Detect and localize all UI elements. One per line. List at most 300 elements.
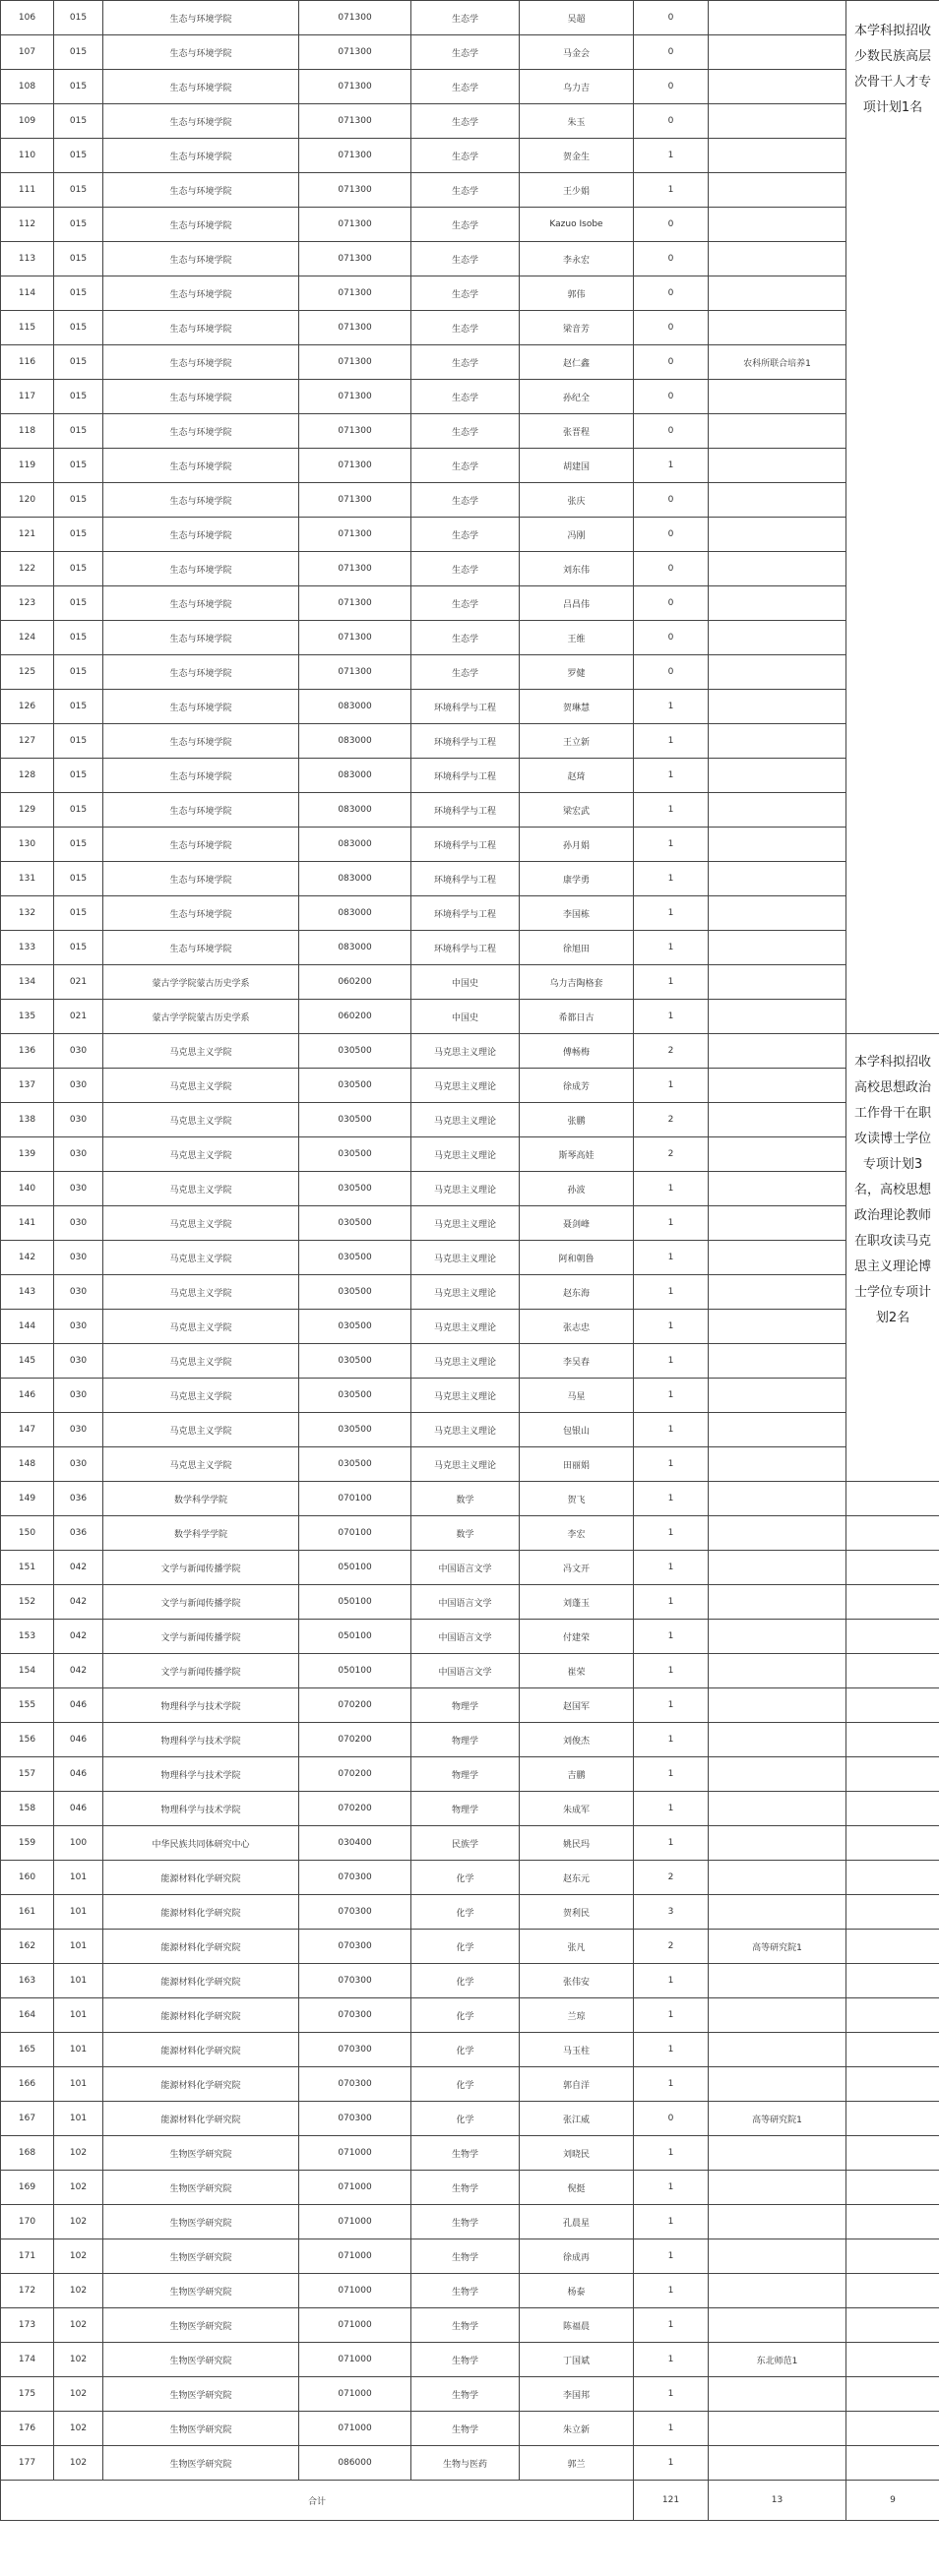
row-number: 135 <box>1 1000 54 1034</box>
college-name: 能源材料化学研究院 <box>103 2102 299 2136</box>
row-number: 129 <box>1 793 54 828</box>
college-name: 马克思主义学院 <box>103 1379 299 1413</box>
quota-count: 1 <box>634 1447 709 1482</box>
remark <box>709 2446 846 2481</box>
table-row <box>1 380 939 414</box>
college-code: 046 <box>54 1757 103 1792</box>
major-code: 030500 <box>299 1069 411 1103</box>
college-name: 能源材料化学研究院 <box>103 1895 299 1930</box>
college-code: 015 <box>54 173 103 208</box>
college-code: 015 <box>54 793 103 828</box>
supervisor-name: 孙月娟 <box>520 828 634 862</box>
row-number: 148 <box>1 1447 54 1482</box>
major-code: 050100 <box>299 1551 411 1585</box>
supervisor-name: 乌力吉 <box>520 70 634 104</box>
major-code: 070300 <box>299 1861 411 1895</box>
quota-count: 1 <box>634 759 709 793</box>
major-code: 071300 <box>299 414 411 449</box>
college-code: 102 <box>54 2412 103 2446</box>
major-name: 马克思主义理论 <box>411 1275 520 1310</box>
major-code: 071000 <box>299 2136 411 2171</box>
remark <box>709 828 846 862</box>
major-code: 086000 <box>299 2446 411 2481</box>
major-name: 化学 <box>411 2067 520 2102</box>
college-name: 文学与新闻传播学院 <box>103 1585 299 1620</box>
note-empty <box>846 2412 939 2446</box>
major-code: 070200 <box>299 1688 411 1723</box>
major-code: 083000 <box>299 759 411 793</box>
table-row <box>1 1447 939 1482</box>
college-code: 102 <box>54 2377 103 2412</box>
note-empty <box>846 1895 939 1930</box>
remark <box>709 1447 846 1482</box>
college-code: 102 <box>54 2308 103 2343</box>
major-name: 物理学 <box>411 1688 520 1723</box>
quota-count: 1 <box>634 965 709 1000</box>
supervisor-name: 梁音芳 <box>520 311 634 345</box>
college-name: 能源材料化学研究院 <box>103 2033 299 2067</box>
major-code: 071300 <box>299 242 411 276</box>
major-name: 生态学 <box>411 70 520 104</box>
row-number: 154 <box>1 1654 54 1688</box>
college-code: 101 <box>54 1930 103 1964</box>
college-name: 能源材料化学研究院 <box>103 1964 299 1998</box>
college-code: 015 <box>54 1 103 35</box>
major-name: 生态学 <box>411 345 520 380</box>
major-name: 环境科学与工程 <box>411 896 520 931</box>
quota-count: 1 <box>634 173 709 208</box>
college-name: 马克思主义学院 <box>103 1206 299 1241</box>
college-name: 生态与环境学院 <box>103 518 299 552</box>
remark <box>709 1206 846 1241</box>
row-number: 158 <box>1 1792 54 1826</box>
major-code: 071300 <box>299 139 411 173</box>
college-name: 生态与环境学院 <box>103 931 299 965</box>
supervisor-name: 冯刚 <box>520 518 634 552</box>
remark <box>709 414 846 449</box>
college-code: 015 <box>54 70 103 104</box>
college-name: 生态与环境学院 <box>103 586 299 621</box>
major-name: 环境科学与工程 <box>411 724 520 759</box>
college-name: 马克思主义学院 <box>103 1310 299 1344</box>
college-name: 生物医学研究院 <box>103 2308 299 2343</box>
college-code: 015 <box>54 242 103 276</box>
row-number: 177 <box>1 2446 54 2481</box>
remark <box>709 242 846 276</box>
college-code: 030 <box>54 1172 103 1206</box>
major-name: 化学 <box>411 1964 520 1998</box>
supervisor-name: 梁宏武 <box>520 793 634 828</box>
quota-count: 0 <box>634 208 709 242</box>
supervisor-name: 斯琴高娃 <box>520 1137 634 1172</box>
major-name: 生态学 <box>411 35 520 70</box>
row-number: 167 <box>1 2102 54 2136</box>
row-number: 139 <box>1 1137 54 1172</box>
row-number: 162 <box>1 1930 54 1964</box>
remark <box>709 483 846 518</box>
table-row <box>1 208 939 242</box>
college-code: 015 <box>54 35 103 70</box>
row-number: 151 <box>1 1551 54 1585</box>
major-code: 070300 <box>299 1998 411 2033</box>
major-name: 生态学 <box>411 621 520 655</box>
major-code: 030500 <box>299 1310 411 1344</box>
college-code: 015 <box>54 690 103 724</box>
college-code: 101 <box>54 2033 103 2067</box>
remark <box>709 1895 846 1930</box>
college-name: 生态与环境学院 <box>103 173 299 208</box>
major-name: 生态学 <box>411 655 520 690</box>
quota-count: 1 <box>634 2308 709 2343</box>
college-name: 物理科学与技术学院 <box>103 1688 299 1723</box>
major-name: 生态学 <box>411 208 520 242</box>
table-row <box>1 104 939 139</box>
college-code: 101 <box>54 2067 103 2102</box>
major-code: 083000 <box>299 862 411 896</box>
table-row <box>1 1137 939 1172</box>
row-number: 116 <box>1 345 54 380</box>
note-empty <box>846 1723 939 1757</box>
major-code: 071000 <box>299 2274 411 2308</box>
remark <box>709 2412 846 2446</box>
quota-count: 1 <box>634 2067 709 2102</box>
supervisor-name: 吕昌伟 <box>520 586 634 621</box>
remark <box>709 1998 846 2033</box>
major-name: 生态学 <box>411 242 520 276</box>
college-name: 马克思主义学院 <box>103 1447 299 1482</box>
row-number: 127 <box>1 724 54 759</box>
college-name: 生态与环境学院 <box>103 380 299 414</box>
college-code: 015 <box>54 276 103 311</box>
row-number: 109 <box>1 104 54 139</box>
college-code: 042 <box>54 1620 103 1654</box>
major-name: 生物学 <box>411 2205 520 2239</box>
row-number: 112 <box>1 208 54 242</box>
quota-count: 1 <box>634 1998 709 2033</box>
major-code: 050100 <box>299 1585 411 1620</box>
total-label: 合计 <box>1 2481 634 2521</box>
remark <box>709 2136 846 2171</box>
quota-count: 1 <box>634 1000 709 1034</box>
college-code: 015 <box>54 759 103 793</box>
table-row <box>1 414 939 449</box>
quota-count: 1 <box>634 1172 709 1206</box>
row-number: 150 <box>1 1516 54 1551</box>
college-code: 015 <box>54 414 103 449</box>
remark <box>709 759 846 793</box>
total-note: 9 <box>846 2481 939 2521</box>
table-row <box>1 1482 939 1516</box>
table-row <box>1 242 939 276</box>
table-row <box>1 1895 939 1930</box>
major-name: 环境科学与工程 <box>411 862 520 896</box>
college-code: 046 <box>54 1723 103 1757</box>
college-name: 生态与环境学院 <box>103 276 299 311</box>
table-row <box>1 1757 939 1792</box>
major-code: 070300 <box>299 1895 411 1930</box>
row-number: 123 <box>1 586 54 621</box>
major-code: 050100 <box>299 1654 411 1688</box>
table-row <box>1 2136 939 2171</box>
college-name: 马克思主义学院 <box>103 1172 299 1206</box>
major-code: 030500 <box>299 1172 411 1206</box>
table-row <box>1 1000 939 1034</box>
major-code: 070300 <box>299 1964 411 1998</box>
quota-count: 1 <box>634 449 709 483</box>
note-empty <box>846 1482 939 1516</box>
remark <box>709 70 846 104</box>
table-row <box>1 2067 939 2102</box>
college-code: 015 <box>54 380 103 414</box>
table-row <box>1 1620 939 1654</box>
college-code: 101 <box>54 1964 103 1998</box>
college-name: 生态与环境学院 <box>103 724 299 759</box>
quota-count: 0 <box>634 276 709 311</box>
note-empty <box>846 2102 939 2136</box>
quota-count: 1 <box>634 1206 709 1241</box>
supervisor-name: 倪挺 <box>520 2171 634 2205</box>
major-name: 生物学 <box>411 2136 520 2171</box>
table-row <box>1 2171 939 2205</box>
supervisor-name: 马玉柱 <box>520 2033 634 2067</box>
table-row <box>1 1344 939 1379</box>
major-name: 数学 <box>411 1482 520 1516</box>
remark: 高等研究院1 <box>709 2102 846 2136</box>
supervisor-name: 胡建国 <box>520 449 634 483</box>
table-row <box>1 1964 939 1998</box>
row-number: 108 <box>1 70 54 104</box>
remark <box>709 1757 846 1792</box>
remark <box>709 1585 846 1620</box>
note-empty <box>846 2067 939 2102</box>
table-row <box>1 586 939 621</box>
college-code: 102 <box>54 2239 103 2274</box>
college-code: 015 <box>54 104 103 139</box>
remark <box>709 1344 846 1379</box>
major-name: 数学 <box>411 1516 520 1551</box>
college-name: 生态与环境学院 <box>103 139 299 173</box>
quota-count: 1 <box>634 1792 709 1826</box>
remark <box>709 586 846 621</box>
major-name: 生态学 <box>411 449 520 483</box>
major-name: 物理学 <box>411 1792 520 1826</box>
major-name: 生态学 <box>411 139 520 173</box>
row-number: 130 <box>1 828 54 862</box>
major-code: 071300 <box>299 449 411 483</box>
major-name: 中国语言文学 <box>411 1551 520 1585</box>
table-row <box>1 1826 939 1861</box>
college-name: 能源材料化学研究院 <box>103 1861 299 1895</box>
supervisor-name: 张伟安 <box>520 1964 634 1998</box>
table-body <box>1 1 939 2481</box>
major-name: 中国史 <box>411 965 520 1000</box>
college-code: 015 <box>54 139 103 173</box>
row-number: 121 <box>1 518 54 552</box>
table-row <box>1 2205 939 2239</box>
remark <box>709 1275 846 1310</box>
major-code: 030500 <box>299 1413 411 1447</box>
quota-count: 1 <box>634 2205 709 2239</box>
major-name: 中国语言文学 <box>411 1654 520 1688</box>
college-code: 021 <box>54 1000 103 1034</box>
college-code: 102 <box>54 2343 103 2377</box>
college-name: 马克思主义学院 <box>103 1275 299 1310</box>
major-name: 马克思主义理论 <box>411 1103 520 1137</box>
college-name: 生态与环境学院 <box>103 552 299 586</box>
table-row <box>1 896 939 931</box>
table-row <box>1 518 939 552</box>
quota-count: 1 <box>634 793 709 828</box>
row-number: 153 <box>1 1620 54 1654</box>
quota-count: 1 <box>634 1585 709 1620</box>
college-name: 生态与环境学院 <box>103 242 299 276</box>
major-code: 071300 <box>299 518 411 552</box>
quota-count: 1 <box>634 2343 709 2377</box>
row-number: 113 <box>1 242 54 276</box>
table-row <box>1 1551 939 1585</box>
supervisor-name: Kazuo Isobe <box>520 208 634 242</box>
table-row <box>1 1930 939 1964</box>
quota-count: 0 <box>634 414 709 449</box>
college-code: 015 <box>54 862 103 896</box>
supervisor-name: 孙纪全 <box>520 380 634 414</box>
supervisor-name: 罗健 <box>520 655 634 690</box>
supervisor-name: 刘晓民 <box>520 2136 634 2171</box>
row-number: 111 <box>1 173 54 208</box>
supervisor-name: 贺飞 <box>520 1482 634 1516</box>
college-code: 036 <box>54 1516 103 1551</box>
quota-count: 0 <box>634 586 709 621</box>
major-code: 071300 <box>299 621 411 655</box>
major-code: 071000 <box>299 2239 411 2274</box>
college-name: 生态与环境学院 <box>103 483 299 518</box>
table-row <box>1 2308 939 2343</box>
table-row <box>1 1413 939 1447</box>
college-name: 生态与环境学院 <box>103 759 299 793</box>
college-name: 马克思主义学院 <box>103 1034 299 1069</box>
major-code: 071300 <box>299 173 411 208</box>
supervisor-name: 张志忠 <box>520 1310 634 1344</box>
table-row <box>1 2274 939 2308</box>
college-code: 030 <box>54 1379 103 1413</box>
college-code: 015 <box>54 483 103 518</box>
quota-count: 1 <box>634 1654 709 1688</box>
major-name: 生物与医药 <box>411 2446 520 2481</box>
quota-count: 1 <box>634 1516 709 1551</box>
row-number: 169 <box>1 2171 54 2205</box>
college-name: 能源材料化学研究院 <box>103 2067 299 2102</box>
row-number: 172 <box>1 2274 54 2308</box>
major-name: 生态学 <box>411 483 520 518</box>
major-name: 生物学 <box>411 2308 520 2343</box>
remark <box>709 793 846 828</box>
major-code: 071300 <box>299 345 411 380</box>
quota-count: 0 <box>634 311 709 345</box>
college-name: 数学科学学院 <box>103 1516 299 1551</box>
major-code: 071300 <box>299 311 411 345</box>
table-row <box>1 1688 939 1723</box>
remark <box>709 173 846 208</box>
major-code: 030500 <box>299 1447 411 1482</box>
row-number: 156 <box>1 1723 54 1757</box>
supervisor-name: 赵仁鑫 <box>520 345 634 380</box>
major-code: 050100 <box>299 1620 411 1654</box>
quota-count: 1 <box>634 1688 709 1723</box>
row-number: 136 <box>1 1034 54 1069</box>
table-row <box>1 965 939 1000</box>
college-code: 042 <box>54 1585 103 1620</box>
note-empty <box>846 1516 939 1551</box>
table-row <box>1 2412 939 2446</box>
college-name: 生态与环境学院 <box>103 793 299 828</box>
quota-count: 1 <box>634 1379 709 1413</box>
remark <box>709 1 846 35</box>
table-row <box>1 2446 939 2481</box>
supervisor-name: 王维 <box>520 621 634 655</box>
college-code: 015 <box>54 208 103 242</box>
quota-count: 0 <box>634 518 709 552</box>
college-name: 中华民族共同体研究中心 <box>103 1826 299 1861</box>
remark <box>709 1413 846 1447</box>
remark <box>709 2171 846 2205</box>
row-number: 114 <box>1 276 54 311</box>
quota-count: 1 <box>634 828 709 862</box>
supervisor-name: 傅畅梅 <box>520 1034 634 1069</box>
quota-count: 1 <box>634 1482 709 1516</box>
college-code: 042 <box>54 1654 103 1688</box>
remark <box>709 1861 846 1895</box>
major-code: 070200 <box>299 1723 411 1757</box>
supervisor-name: 徐成芳 <box>520 1069 634 1103</box>
major-name: 生物学 <box>411 2412 520 2446</box>
row-number: 161 <box>1 1895 54 1930</box>
college-code: 015 <box>54 552 103 586</box>
major-name: 化学 <box>411 1895 520 1930</box>
quota-count: 0 <box>634 483 709 518</box>
college-name: 马克思主义学院 <box>103 1103 299 1137</box>
college-name: 生态与环境学院 <box>103 621 299 655</box>
college-name: 生态与环境学院 <box>103 449 299 483</box>
college-code: 042 <box>54 1551 103 1585</box>
table-row <box>1 2377 939 2412</box>
quota-count: 1 <box>634 2377 709 2412</box>
remark <box>709 2205 846 2239</box>
major-name: 生物学 <box>411 2274 520 2308</box>
quota-count: 1 <box>634 1723 709 1757</box>
table-row <box>1 1998 939 2033</box>
college-name: 生态与环境学院 <box>103 896 299 931</box>
remark <box>709 1310 846 1344</box>
supervisor-name: 刘东伟 <box>520 552 634 586</box>
note-empty <box>846 1688 939 1723</box>
major-code: 071300 <box>299 380 411 414</box>
college-name: 生物医学研究院 <box>103 2205 299 2239</box>
college-code: 030 <box>54 1034 103 1069</box>
college-name: 生态与环境学院 <box>103 208 299 242</box>
row-number: 110 <box>1 139 54 173</box>
major-code: 060200 <box>299 965 411 1000</box>
remark <box>709 896 846 931</box>
college-code: 015 <box>54 828 103 862</box>
major-name: 生态学 <box>411 276 520 311</box>
row-number: 152 <box>1 1585 54 1620</box>
major-code: 070300 <box>299 2033 411 2067</box>
quota-count: 1 <box>634 1826 709 1861</box>
quota-count: 2 <box>634 1103 709 1137</box>
quota-count: 2 <box>634 1861 709 1895</box>
supervisor-name: 张庆 <box>520 483 634 518</box>
quota-count: 1 <box>634 1551 709 1585</box>
